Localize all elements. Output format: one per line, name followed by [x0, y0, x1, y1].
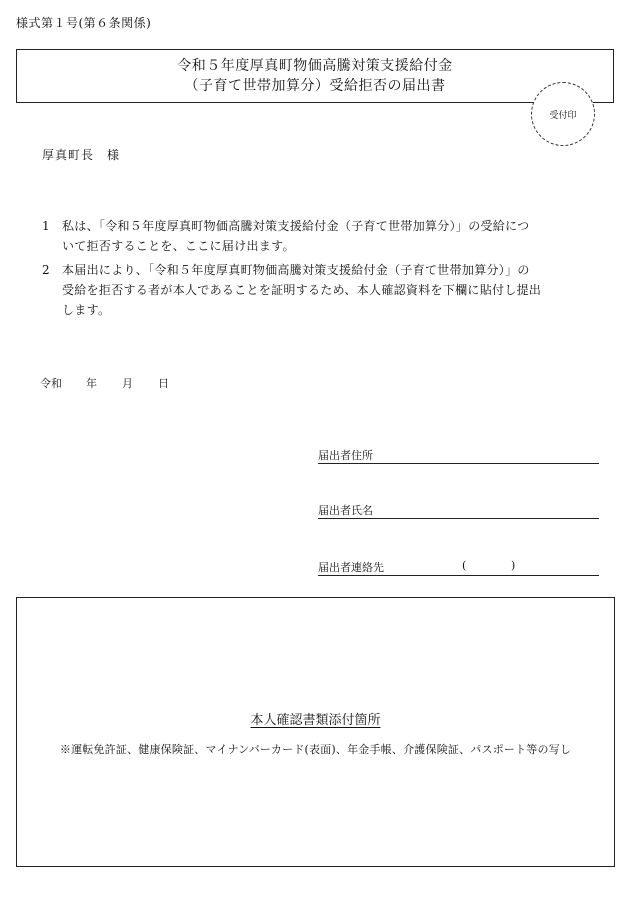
reception-stamp-circle: [531, 82, 595, 146]
form-number: 様式第１号(第６条関係): [16, 16, 152, 30]
date-row[interactable]: [40, 375, 240, 391]
stamp-label: 受付印: [549, 110, 577, 121]
title-line-2: （子育て世帯加算分）受給拒否の届出書: [184, 78, 446, 94]
item-number: 1: [42, 219, 50, 233]
title-line-1: 令和５年度厚真町物価高騰対策支援給付金: [177, 58, 453, 74]
id-document-attachment-area[interactable]: [16, 597, 615, 867]
item-text: 私は、「令和５年度厚真町物価高騰対策支援給付金（子育て世帯加算分）」の受給につ いて拒否することを、ここに届け出ます。: [62, 219, 530, 253]
addressee: 厚真町長 様: [42, 148, 121, 162]
date-month-label: 月: [122, 377, 133, 390]
item-number: 2: [42, 263, 50, 277]
applicant-contact-label: 届出者連絡先: [318, 561, 384, 574]
id-section-note: ※運転免許証、健康保険証、マイナンバーカード(表面)、年金手帳、介護保険証、パスポート等の写し: [59, 743, 572, 756]
date-year-label: 年: [86, 377, 97, 390]
applicant-contact-field[interactable]: [318, 557, 599, 576]
statement-item-1: [42, 216, 604, 256]
applicant-address-field[interactable]: [318, 445, 599, 464]
date-era: 令和: [40, 377, 62, 390]
id-section-title-text: 本人確認書類添付箇所: [250, 713, 381, 728]
applicant-address-label: 届出者住所: [318, 449, 373, 462]
id-section-title: [17, 709, 614, 728]
item-text: 本届出により、「令和５年度厚真町物価高騰対策支援給付金（子育て世帯加算分）」の 受給を拒否する者が本人であることを証明するため、本人確認資料を下欄に貼付し提出 します。: [62, 263, 542, 317]
applicant-name-label: 届出者氏名: [318, 504, 373, 517]
applicant-name-field[interactable]: [318, 500, 599, 519]
statement-item-2: [42, 260, 604, 320]
title-box: [16, 49, 614, 103]
date-day-label: 日: [158, 377, 169, 390]
contact-paren-close: ): [511, 559, 516, 572]
contact-paren-open: (: [462, 559, 467, 572]
